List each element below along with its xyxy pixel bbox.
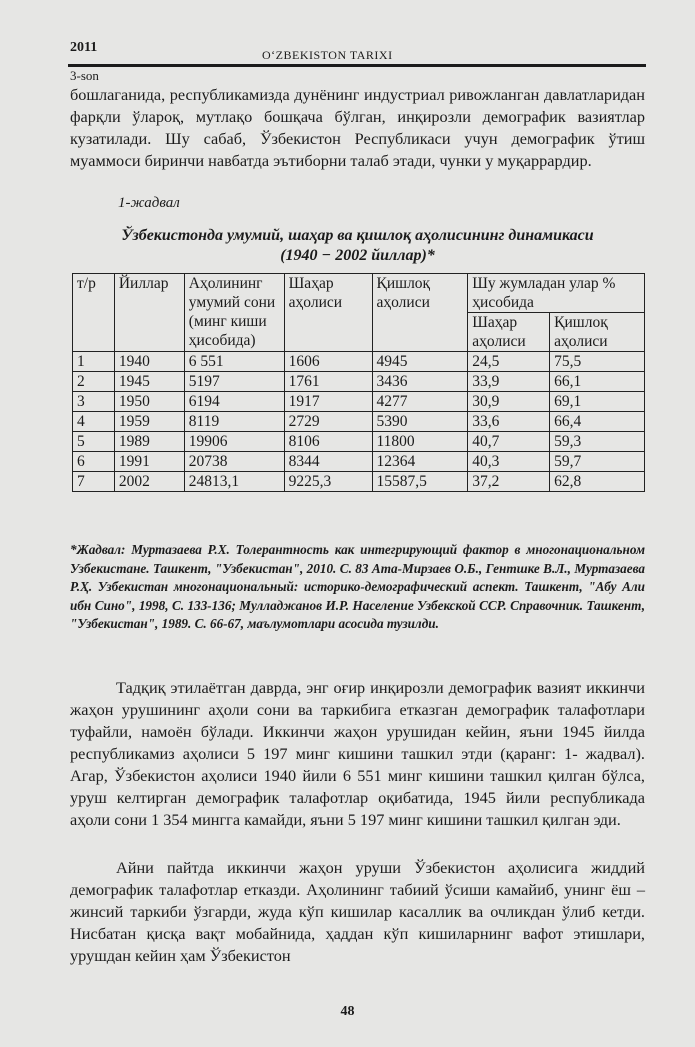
table-cell: 5390: [372, 412, 468, 432]
table-cell: 6194: [184, 392, 284, 412]
header-cell-total: Аҳолининг умумий сони (минг киши ҳисобида): [184, 274, 284, 352]
table-caption: [70, 226, 645, 266]
paragraph-intro: бошлаганида, республикамизда дунёнинг индустриал ривожланган давлатларидан фарқли ўлароқ, мутлақо бошқача бўлган, инқирозли демографик вазиятлар кузатилади. Шу сабаб, Ўзбекистон Республикаси учун демографик ўтиш муаммоси биринчи навбатда эътиборни талаб этади, чунки у муқаррардир.: [70, 85, 645, 170]
table-cell: 1: [73, 352, 115, 372]
table-cell: 6: [73, 452, 115, 472]
table-cell: 1761: [284, 372, 372, 392]
table-cell: 33,6: [468, 412, 550, 432]
header-cell-num: т/р: [73, 274, 115, 352]
paragraph-body-2: Айни пайтда иккинчи жаҳон уруши Ўзбекистон аҳолисига жиддий демографик талафотлар етказди. Аҳолининг табиий ўсиши камайиб, унинг ёш – жинсий таркиби ўзгарди, жуда кўп кишилар касаллик ва очликдан ўлиб кетди. Нисбатан қисқа вақт мобайнида, ҳаддан кўп кишиларнинг вафот этишлари, урушдан кейин ҳам Ўзбекистон: [70, 858, 645, 965]
table-caption-line2: (1940 − 2002 йиллар)*: [280, 247, 435, 264]
table-cell: 40,3: [468, 452, 550, 472]
table-cell: 4: [73, 412, 115, 432]
table-cell: 40,7: [468, 432, 550, 452]
table-cell: 59,7: [550, 452, 645, 472]
table-caption-line1: Ўзбекистонда умумий, шаҳар ва қишлоқ аҳолисининг динамикаси: [121, 227, 594, 244]
table-cell: 5: [73, 432, 115, 452]
table-label: 1-жадвал: [118, 195, 180, 211]
table-cell: 66,1: [550, 372, 645, 392]
population-table: [72, 273, 645, 492]
table-cell: 12364: [372, 452, 468, 472]
header-cell-rural: Қишлоқ аҳолиси: [372, 274, 468, 352]
table-cell: 59,3: [550, 432, 645, 452]
header-year: 2011: [70, 40, 98, 55]
header-cell-years: Йиллар: [114, 274, 184, 352]
table-row: [73, 372, 645, 392]
table-cell: 66,4: [550, 412, 645, 432]
table-cell: 3436: [372, 372, 468, 392]
table-cell: 1945: [114, 372, 184, 392]
table-cell: 62,8: [550, 472, 645, 492]
table-cell: 30,9: [468, 392, 550, 412]
table-cell: 75,5: [550, 352, 645, 372]
table-cell: 9225,3: [284, 472, 372, 492]
table-cell: 24,5: [468, 352, 550, 372]
table-cell: 6 551: [184, 352, 284, 372]
paragraph-body-1: Тадқиқ этилаётган даврда, энг оғир инқирозли демографик вазият иккинчи жаҳон урушининг аҳоли сони ва таркибига етказган демографик талафотлари туфайли, намоён бўлади. Иккинчи жаҳон урушидан кейин, яъни 1945 йилда республикамиз аҳолиси 5 197 минг кишини ташкил этди (қаранг: 1- жадвал). Агар, Ўзбекистон аҳолиси 1940 йили 6 551 минг кишини ташкил қилган бўлса, уруш келтирган демографик талафотлар оқибатида, 1945 йили республикада аҳоли сони 1 354 мингга камайди, яъни 5 197 минг кишини ташкил қилган эди.: [70, 678, 645, 829]
header-cell-urban: Шаҳар аҳолиси: [284, 274, 372, 352]
table-row: [73, 412, 645, 432]
table-cell: 24813,1: [184, 472, 284, 492]
table-cell: 69,1: [550, 392, 645, 412]
table-cell: 8119: [184, 412, 284, 432]
table-row: [73, 352, 645, 372]
table-cell: 1940: [114, 352, 184, 372]
table-footnote: *Жадвал: Муртазаева Р.Х. Толерантность как интегрирующий фактор в многонациональном Узбекистане. Ташкент, "Узбекистан", 2010. С. 83 Ата-Мирзаев О.Б., Гентшке В.Л., Муртазаева Р.Ҳ. Узбекистан многонациональный: историко-демографический аспект. Ташкент, "Абу Али ибн Сино", 1998, С. 133-136; Мулладжанов И.Р. Население Узбекской ССР. Справочник. Ташкент, "Узбекистан", 1989. С. 66-67, маълумотлари асосида тузилди.: [70, 542, 645, 631]
header-journal-title: O‘ZBEKISTON TARIXI: [262, 48, 393, 62]
table-cell: 1606: [284, 352, 372, 372]
table-cell: 33,9: [468, 372, 550, 392]
table-cell: 2002: [114, 472, 184, 492]
table-cell: 1991: [114, 452, 184, 472]
table-cell: 15587,5: [372, 472, 468, 492]
table-cell: 5197: [184, 372, 284, 392]
table-cell: 1989: [114, 432, 184, 452]
table-cell: 1959: [114, 412, 184, 432]
table-cell: 8344: [284, 452, 372, 472]
table-cell: 37,2: [468, 472, 550, 492]
header-cell-share-rural: Қишлоқ аҳолиси: [550, 313, 645, 352]
table-cell: 4945: [372, 352, 468, 372]
header-cell-share: Шу жумладан улар % ҳисобида: [468, 274, 645, 313]
table-row: [73, 392, 645, 412]
table-cell: 2729: [284, 412, 372, 432]
table-cell: 2: [73, 372, 115, 392]
table-cell: 20738: [184, 452, 284, 472]
table-cell: 1950: [114, 392, 184, 412]
table-row: [73, 472, 645, 492]
header-rule: [68, 64, 646, 67]
table-row: [73, 452, 645, 472]
table-cell: 11800: [372, 432, 468, 452]
table-cell: 7: [73, 472, 115, 492]
page-number: 48: [340, 1004, 355, 1019]
table-cell: 19906: [184, 432, 284, 452]
table-cell: 1917: [284, 392, 372, 412]
table-row: [73, 432, 645, 452]
table-cell: 3: [73, 392, 115, 412]
table-cell: 8106: [284, 432, 372, 452]
header-cell-share-urban: Шаҳар аҳолиси: [468, 313, 550, 352]
table-cell: 4277: [372, 392, 468, 412]
issue-number: 3-son: [70, 68, 99, 83]
